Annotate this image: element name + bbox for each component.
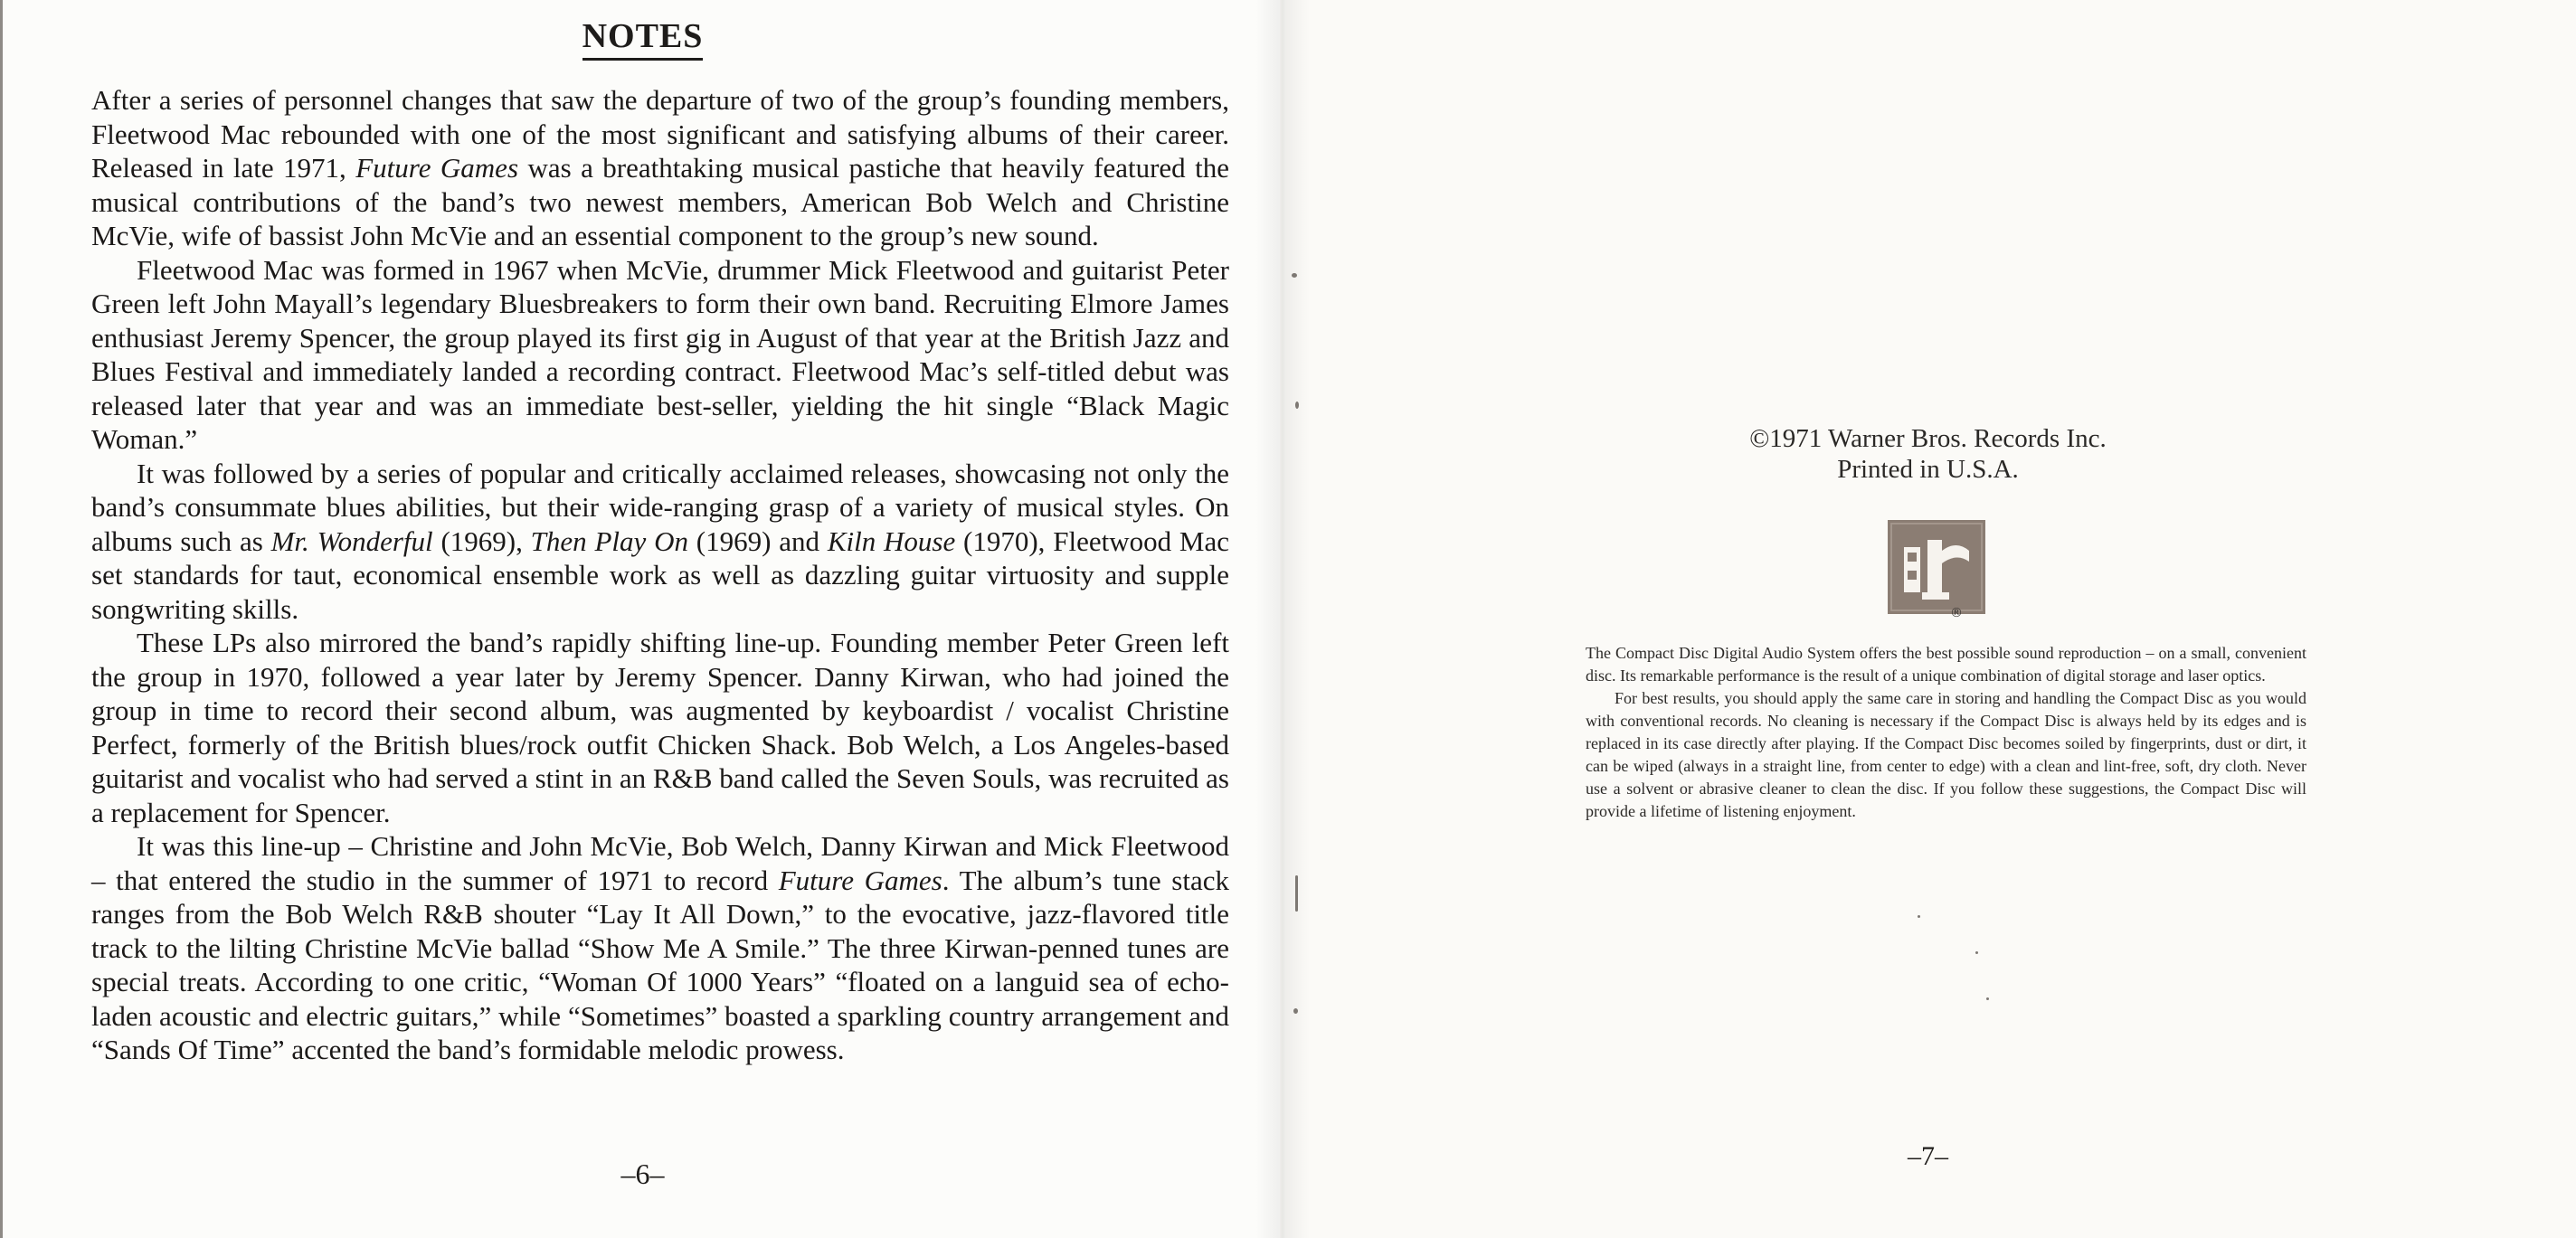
- cd-paragraph-2: For best results, you should apply the same care in storing and handling the Compact Disc as you would with conventional records. No cleaning is necessary if the Compact Disc is always held by its edges and is replaced in its case directly after playing. If the Compact Disc becomes soiled by fingerprints, dust or dirt, it can be wiped (always in a straight line, from center to edge) with a clean and lint-free, soft, dry cloth. Never use a solvent or abrasive cleaner to clean the disc. If you follow these suggestions, the Compact Disc will provide a lifetime of listening enjoyment.: [1586, 689, 2306, 820]
- notes-heading-wrap: [3, 16, 1280, 61]
- paragraph-1: After a series of personnel changes that saw the departure of two of the group’s founding members, Fleetwood Mac rebounded with one of the most significant and satisfying albums of their career. Released in late 1971, Future Games was a breathtaking musical pastiche that heavily featured the musical contributions of the band’s two newest members, American Bob Welch and Christine McVie, wife of bassist John McVie and an essential component to the group’s new sound.: [91, 84, 1229, 251]
- page-number-right: –7–: [1908, 1141, 1948, 1171]
- warner-reprise-logo-icon: [1888, 520, 1985, 614]
- registered-mark: ®: [1950, 606, 1963, 620]
- album-title: Then Play On: [530, 524, 688, 557]
- binding-gutter: [1255, 0, 1310, 1238]
- printed-in-line: Printed in U.S.A.: [1837, 455, 2019, 484]
- dust-speck: [1295, 875, 1298, 912]
- paragraph-3: It was followed by a series of popular and critically acclaimed releases, showcasing not only the band’s consummate blues abilities, but their wide-ranging grasp of a variety of musical styles. On albums such as Mr. Wonderful (1969), Then Play On (1969) and Kiln House (1970), Fleetwood Mac set standards for taut, economical ensemble work as well as dazzling guitar virtuosity and supple songwriting skills.: [91, 457, 1229, 625]
- dust-speck: [1293, 1008, 1298, 1014]
- notes-heading: NOTES: [582, 16, 704, 61]
- dust-speck: [1918, 915, 1920, 918]
- right-page: [1280, 0, 2576, 1238]
- cd-paragraph-1: The Compact Disc Digital Audio System offers the best possible sound reproduction – on a small, convenient disc. Its remarkable performance is the result of a unique combination of digital storage and laser optics.: [1586, 644, 2306, 685]
- paragraph-4: These LPs also mirrored the band’s rapidly shifting line-up. Founding member Peter Green left the group in 1970, followed a year later by Jeremy Spencer. Danny Kirwan, who had joined the group in time to record their second album, was augmented by keyboardist / vocalist Christine Perfect, formerly of the British blues/rock outfit Chicken Shack. Bob Welch, a Los Angeles-based guitarist and vocalist who had served a stint in an R&B band called the Seven Souls, was recruited as a replacement for Spencer.: [91, 627, 1229, 828]
- paragraph-5: It was this line-up – Christine and John McVie, Bob Welch, Danny Kirwan and Mick Fleetwood – that entered the studio in the summer of 1971 to record Future Games. The album’s tune stack ranges from the Bob Welch R&B shouter “Lay It All Down,” to the evocative, jazz-flavored title track to the lilting Christine McVie ballad “Show Me A Smile.” The three Kirwan-penned tunes are special treats. According to one critic, “Woman Of 1000 Years” “floated on a languid sea of echo-laden acoustic and electric guitars,” while “Sometimes” boasted a sparkling country arrangement and “Sands Of Time” accented the band’s formidable melodic prowess.: [91, 830, 1229, 1065]
- dust-speck: [1292, 273, 1297, 278]
- dust-speck: [1975, 951, 1978, 954]
- compact-disc-care-text: [1586, 642, 2306, 823]
- left-page: [0, 0, 1280, 1238]
- paragraph-2: Fleetwood Mac was formed in 1967 when McVie, drummer Mick Fleetwood and guitarist Peter Green left John Mayall’s legendary Bluesbreakers to form their own band. Recruiting Elmore James enthusiast Jeremy Spencer, the group played its first gig in August of that year at the British Jazz and Blues Festival and immediately landed a recording contract. Fleetwood Mac’s self-titled debut was released later that year and was an immediate best-seller, yielding the hit single “Black Magic Woman.”: [91, 253, 1229, 455]
- liner-notes-article: [91, 83, 1229, 1067]
- dust-speck: [1295, 402, 1299, 409]
- album-title: Future Games: [355, 152, 519, 184]
- dust-speck: [1986, 997, 1989, 1000]
- album-title: Future Games: [778, 864, 942, 896]
- copyright-block: [1280, 423, 2576, 485]
- album-title: Mr. Wonderful: [270, 524, 433, 557]
- page-number-left: –6–: [620, 1158, 665, 1190]
- album-title: Kiln House: [827, 524, 956, 557]
- copyright-line: ©1971 Warner Bros. Records Inc.: [1749, 424, 2107, 453]
- label-logo: [1888, 520, 1985, 618]
